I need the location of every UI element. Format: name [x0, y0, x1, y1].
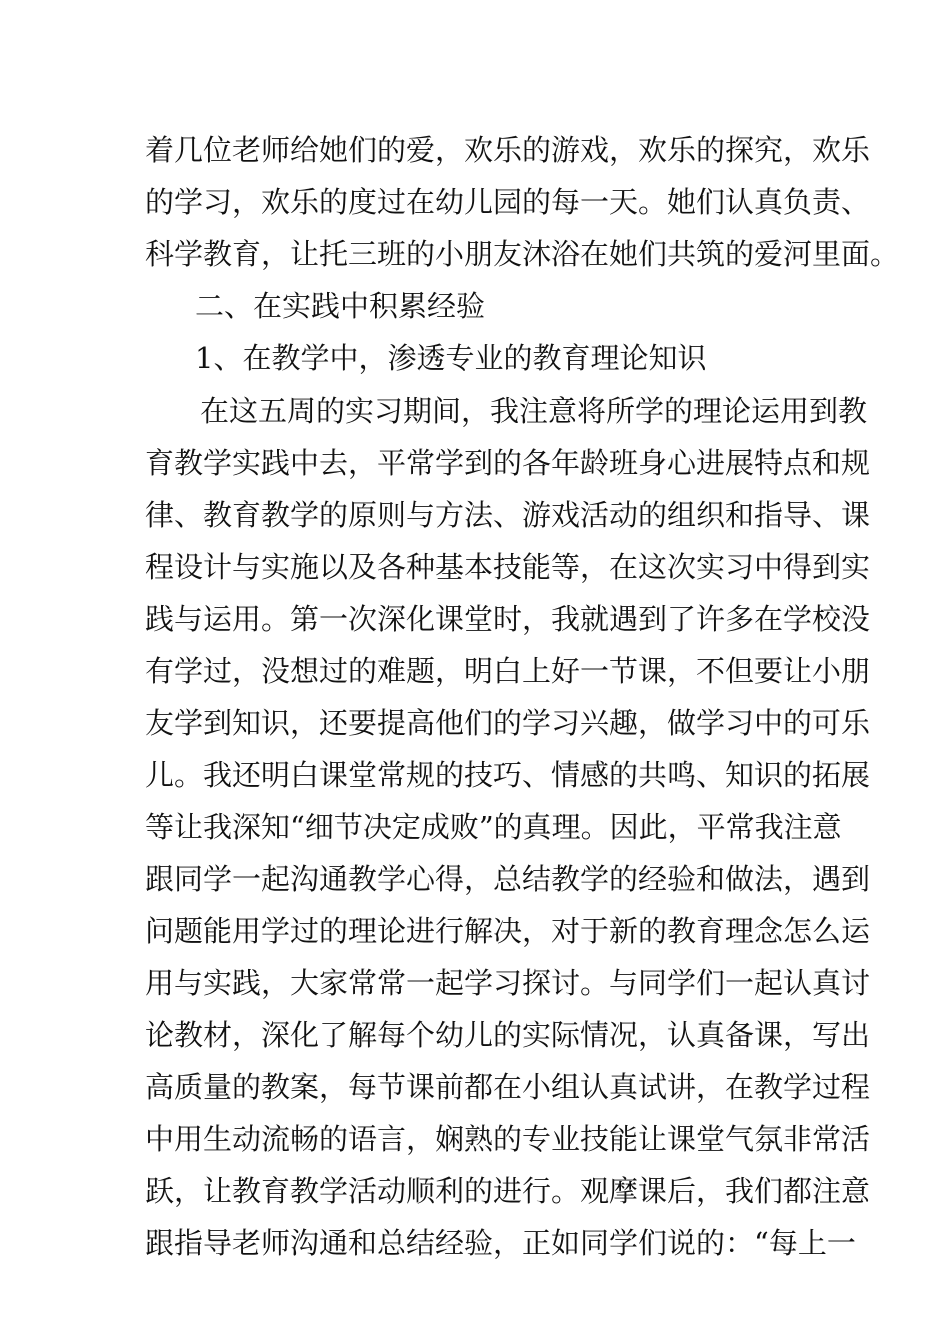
- subsection-heading: 1、在教学中，渗透专业的教育理论知识: [195, 341, 707, 375]
- text-line: 儿。我还明白课堂常规的技巧、情感的共鸣、知识的拓展: [145, 758, 871, 792]
- text-line: 跃，让教育教学活动顺利的进行。观摩课后，我们都注意: [145, 1174, 871, 1208]
- text-line: 律、教育教学的原则与方法、游戏活动的组织和指导、课: [145, 498, 871, 532]
- text-line: 的学习，欢乐的度过在幼儿园的每一天。她们认真负责、: [145, 185, 871, 219]
- text-line: 高质量的教案，每节课前都在小组认真试讲，在教学过程: [145, 1070, 871, 1104]
- text-line: 论教材，深化了解每个幼儿的实际情况，认真备课，写出: [145, 1018, 871, 1052]
- text-line: 在这五周的实习期间，我注意将所学的理论运用到教: [200, 394, 868, 428]
- text-line: 有学过，没想过的难题，明白上好一节课，不但要让小朋: [145, 654, 871, 688]
- text-line: 程设计与实施以及各种基本技能等，在这次实习中得到实: [145, 550, 871, 584]
- text-line: 跟同学一起沟通教学心得，总结教学的经验和做法，遇到: [145, 862, 871, 896]
- text-line: 着几位老师给她们的爱，欢乐的游戏，欢乐的探究，欢乐: [145, 133, 871, 167]
- text-line: 问题能用学过的理论进行解决，对于新的教育理念怎么运: [145, 914, 871, 948]
- text-line: 跟指导老师沟通和总结经验，正如同学们说的：“每上一: [145, 1226, 856, 1260]
- text-line: 践与运用。第一次深化课堂时，我就遇到了许多在学校没: [145, 602, 871, 636]
- section-heading: 二、在实践中积累经验: [195, 289, 486, 323]
- text-line: 等让我深知“细节决定成败”的真理。因此，平常我注意: [145, 810, 842, 844]
- text-line: 友学到知识，还要提高他们的学习兴趣，做学习中的可乐: [145, 706, 871, 740]
- text-line: 科学教育，让托三班的小朋友沐浴在她们共筑的爱河里面。: [145, 237, 900, 271]
- text-line: 用与实践，大家常常一起学习探讨。与同学们一起认真讨: [145, 966, 871, 1000]
- text-line: 育教学实践中去，平常学到的各年龄班身心进展特点和规: [145, 446, 871, 480]
- text-line: 中用生动流畅的语言，娴熟的专业技能让课堂气氛非常活: [145, 1122, 871, 1156]
